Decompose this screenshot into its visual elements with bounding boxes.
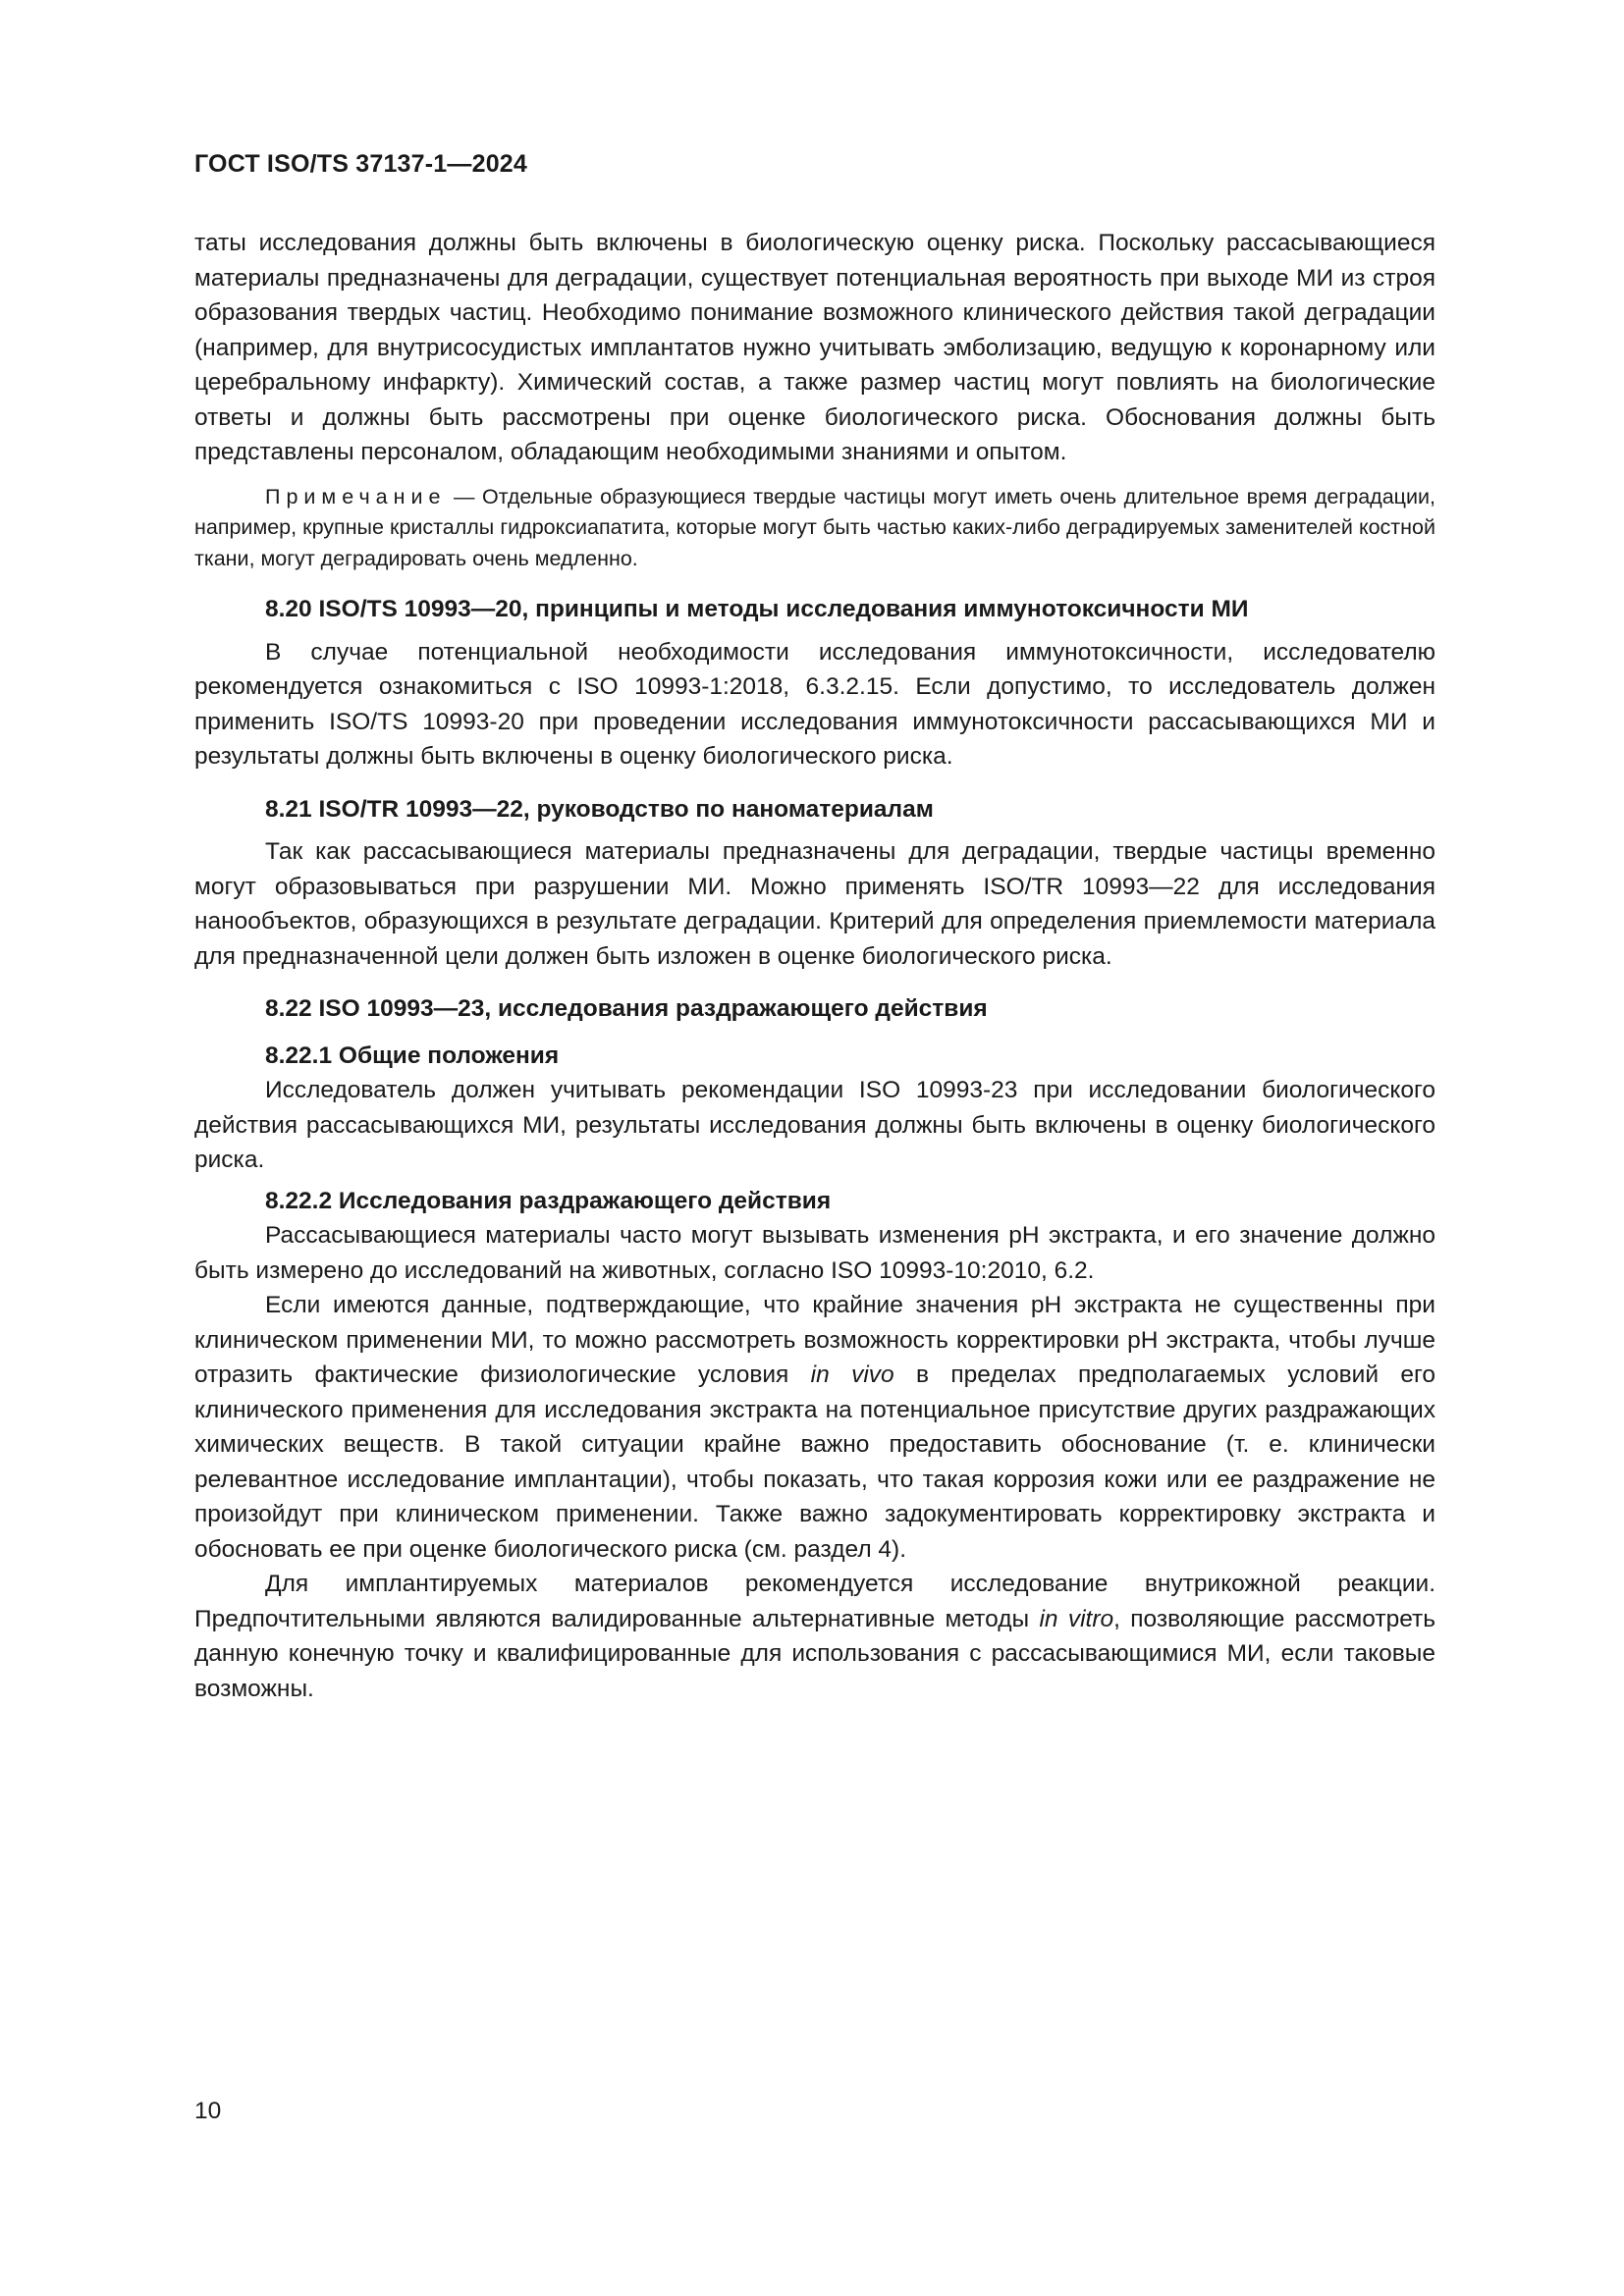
note-label: Примечание (265, 484, 447, 508)
paragraph-8-20: В случае потенциальной необходимости исследования иммунотоксичности, исследователю рекомендуется ознакомиться с ISO 10993-1:2018, 6.3.2.15. Если допустимо, то исследователь должен применить ISO/TS 10993-20 при проведении исследования иммунотоксичности рассасывающихся МИ и результаты должны быть включены в оценку биологического риска. (194, 638, 1435, 770)
note (194, 482, 1435, 575)
paragraph-8-22-2-extreme-ph (194, 1288, 1435, 1567)
page-number: 10 (194, 2098, 222, 2124)
text-span: Если имеются данные, подтверждающие, что крайние значения pH экстракта не существенны при клиническом применении МИ, то можно рассмотреть возможность корректировки pH экстракта, чтобы лучше отразить фактические физиологические условия (194, 1292, 1435, 1388)
page-body (194, 226, 1435, 1706)
text-span: Для имплантируемых материалов рекомендуется исследование внутрикожной реакции. Предпочтительными являются валидированные альтернативные методы (194, 1571, 1435, 1632)
text-span: , позволяющие рассмотреть данную конечную точку и квалифицированные для использования с рассасывающимися МИ, если таковые возможны. (194, 1605, 1435, 1702)
note-text: — Отдельные образующиеся твердые частицы могут иметь очень длительное время деградации, например, крупные кристаллы гидроксиапатита, которые могут быть частью каких-либо деградируемых заменителей костной ткани, могут деградировать очень медленно. (194, 484, 1435, 570)
subsection-heading-8-22-2: 8.22.2 Исследования раздражающего действия (265, 1187, 832, 1214)
italic-term: in vitro (1039, 1605, 1114, 1632)
italic-term: in vivo (810, 1362, 894, 1388)
paragraph-continued: таты исследования должны быть включены в биологическую оценку риска. Поскольку рассасывающиеся материалы предназначены для деградации, существует потенциальная вероятность при выходе МИ из строя образования твердых частиц. Необходимо понимание возможного клинического действия такой деградации (например, для внутрисосудистых имплантатов нужно учитывать эмболизацию, ведущую к коронарному или церебральному инфаркту). Химический состав, а также размер частиц могут повлиять на биологические ответы и должны быть рассмотрены при оценке биологического риска. Обоснования должны быть представлены персоналом, обладающим необходимыми знаниями и опытом. (194, 230, 1435, 465)
section-heading-8-21: 8.21 ISO/TR 10993—22, руководство по наноматериалам (265, 795, 934, 823)
section-heading-8-20: 8.20 ISO/TS 10993—20, принципы и методы исследования иммунотоксичности МИ (265, 596, 1249, 622)
subsection-heading-8-22-1: 8.22.1 Общие положения (265, 1041, 560, 1069)
paragraph-8-22-2-ph: Рассасывающиеся материалы часто могут вызывать изменения pH экстракта, и его значение должно быть измерено до исследований на животных, согласно ISO 10993-10:2010, 6.2. (194, 1222, 1435, 1284)
document-header: ГОСТ ISO/TS 37137-1—2024 (194, 150, 528, 178)
paragraph-8-21: Так как рассасывающиеся материалы предназначены для деградации, твердые частицы временно могут образовываться при разрушении МИ. Можно применять ISO/TR 10993—22 для исследования нанообъектов, образующихся в результате деградации. Критерий для определения приемлемости материала для предназначенной цели должен быть изложен в оценке биологического риска. (194, 838, 1435, 970)
section-heading-8-22: 8.22 ISO 10993—23, исследования раздражающего действия (265, 995, 988, 1022)
paragraph-8-22-1: Исследователь должен учитывать рекомендации ISO 10993-23 при исследовании биологического действия рассасывающихся МИ, результаты исследования должны быть включены в оценку биологического риска. (194, 1077, 1435, 1173)
text-span: в пределах предполагаемых условий его клинического применения для исследования экстракта на потенциальное присутствие других раздражающих химических веществ. В такой ситуации крайне важно предоставить обоснование (т. е. клинически релевантное исследование имплантации), чтобы показать, что такая коррозия кожи или ее раздражение не произойдут при клиническом применении. Также важно задокументировать корректировку экстракта и обосновать ее при оценке биологического риска (см. раздел 4). (194, 1362, 1435, 1563)
paragraph-8-22-2-intracutaneous (194, 1567, 1435, 1706)
